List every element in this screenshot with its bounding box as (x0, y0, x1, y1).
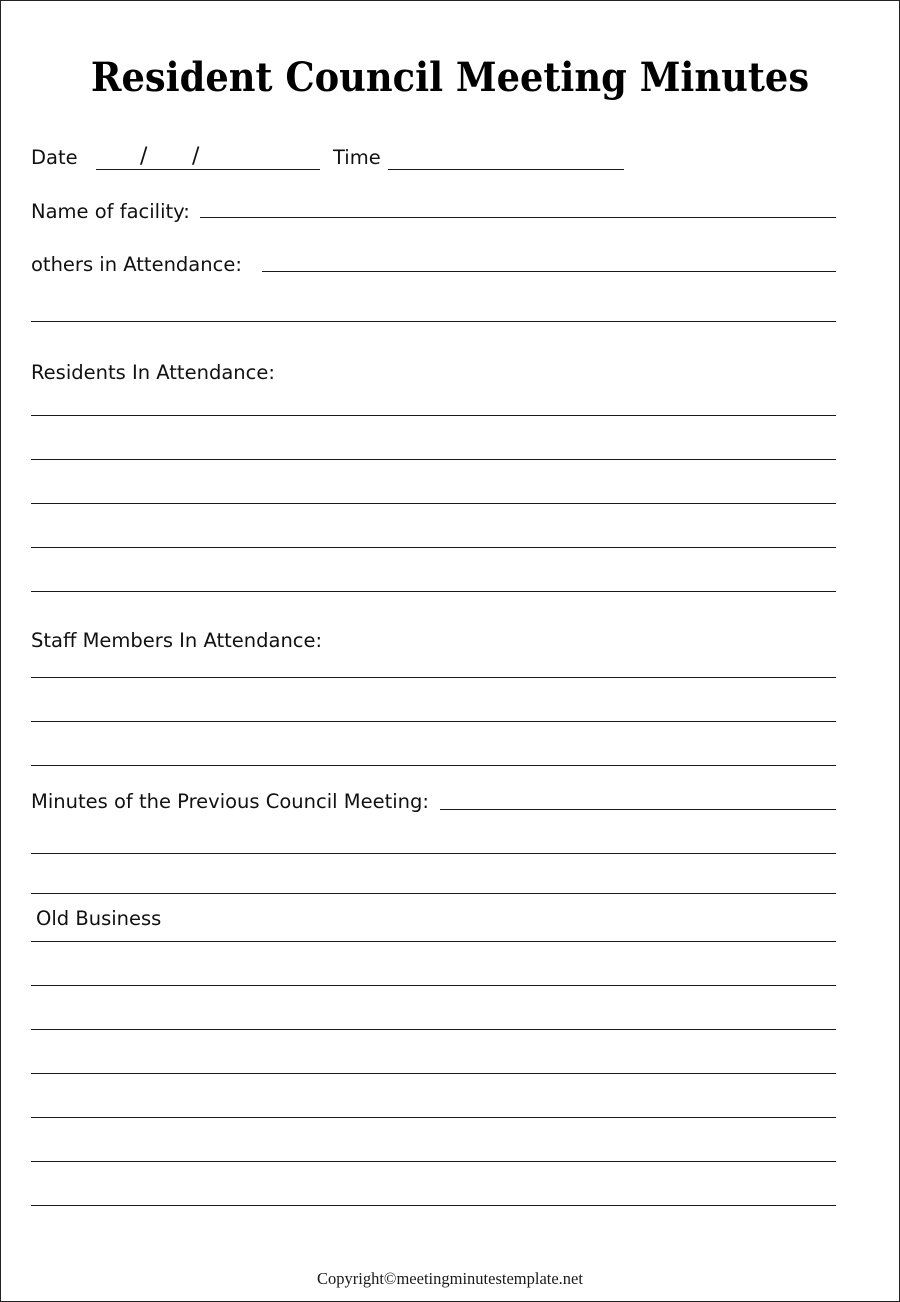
date-field[interactable] (96, 169, 320, 170)
staff-attendance-line[interactable] (31, 677, 836, 678)
residents-attendance-label: Residents In Attendance: (31, 361, 275, 384)
old-business-line[interactable] (31, 985, 836, 986)
old-business-line[interactable] (31, 941, 836, 942)
time-field[interactable] (388, 169, 624, 170)
residents-attendance-line[interactable] (31, 415, 836, 416)
others-attendance-line[interactable] (31, 321, 836, 322)
previous-minutes-label: Minutes of the Previous Council Meeting: (31, 790, 429, 813)
page-title: Resident Council Meeting Minutes (90, 54, 810, 101)
staff-attendance-line[interactable] (31, 765, 836, 766)
others-attendance-field[interactable] (262, 271, 836, 272)
old-business-line[interactable] (31, 1205, 836, 1206)
residents-attendance-line[interactable] (31, 547, 836, 548)
date-separator: / (140, 144, 148, 169)
residents-attendance-line[interactable] (31, 591, 836, 592)
date-separator: / (192, 144, 200, 169)
staff-attendance-label: Staff Members In Attendance: (31, 629, 323, 652)
date-label: Date (31, 146, 78, 169)
facility-label: Name of facility: (31, 200, 190, 223)
old-business-label: Old Business (36, 907, 162, 930)
time-label: Time (333, 146, 381, 169)
residents-attendance-line[interactable] (31, 503, 836, 504)
previous-minutes-field[interactable] (440, 809, 836, 810)
previous-minutes-line[interactable] (31, 853, 836, 854)
old-business-line[interactable] (31, 1073, 836, 1074)
residents-attendance-line[interactable] (31, 459, 836, 460)
facility-field[interactable] (200, 217, 836, 218)
others-attendance-label: others in Attendance: (31, 253, 242, 276)
previous-minutes-line[interactable] (31, 893, 836, 894)
staff-attendance-line[interactable] (31, 721, 836, 722)
old-business-line[interactable] (31, 1029, 836, 1030)
old-business-line[interactable] (31, 1117, 836, 1118)
copyright-footer: Copyright©meetingminutestemplate.net (317, 1269, 583, 1288)
old-business-line[interactable] (31, 1161, 836, 1162)
